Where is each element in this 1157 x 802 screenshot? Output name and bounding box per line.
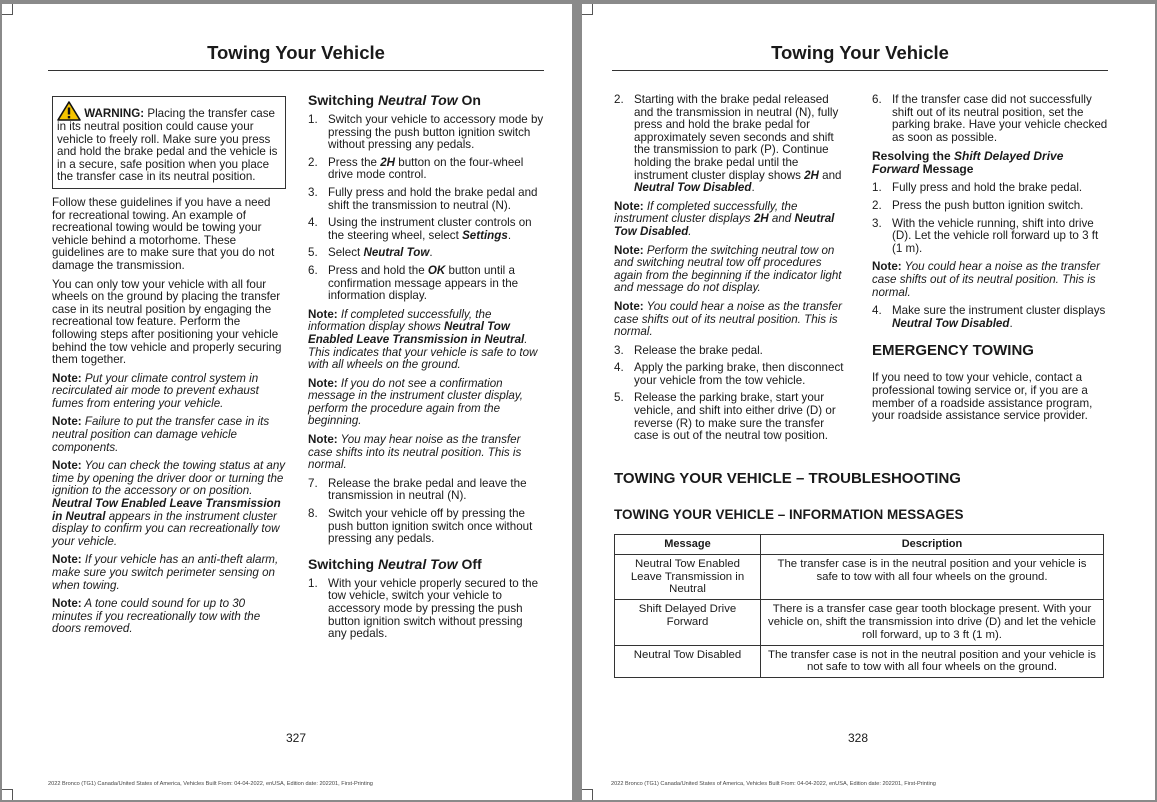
paragraph: Follow these guidelines if you have a need for recreational towing. An example of recreational towing would be towing your vehicle behind a motorhome. These guidelines are to make sure that you do not damage the transmission. [52, 195, 275, 272]
footer-text: 2022 Bronco (TG1) Canada/United States of America, Vehicles Built From: 04-04-2022, enUSA, Edition date: 202201, First-Printing [48, 781, 373, 787]
steps-list [872, 305, 1108, 330]
note-label: Note: [52, 371, 82, 385]
page-number: 327 [286, 731, 307, 745]
list-item: 1. Fully press and hold the brake pedal. [872, 181, 1083, 195]
list-item: 1. With your vehicle properly secured to the tow vehicle, switch your vehicle to accessory mode by pressing the push button ignition switch without pressing any pedals. [308, 576, 539, 641]
list-item: 7. Release the brake pedal and leave the transmission in neutral (N). [308, 476, 527, 503]
right-column [308, 92, 544, 647]
page-title: Towing Your Vehicle [771, 42, 949, 63]
list-item: 5. Release the parking brake, start your vehicle, and shift into either drive (D) or reverse (R) to make sure the transfer case is out of the neutral tow position. [614, 391, 836, 443]
note-text: A tone could sound for up to 30 minutes if you recreationally tow with the doors removed. [52, 597, 261, 636]
list-item: 2. Press the push button ignition switch. [872, 198, 1084, 212]
message-cell: Neutral Tow Enabled Leave Transmission in Neutral [615, 554, 761, 599]
note: Note: You could hear a noise as the transfer case shifts out of its neutral position. This is normal. [614, 299, 842, 339]
message-name: Neutral Tow Enabled Leave Transmission in Neutral [308, 320, 525, 346]
left-column [52, 96, 286, 642]
message-cell: Shift Delayed Drive Forward [615, 600, 761, 645]
list-item: 1. Switch your vehicle to accessory mode by pressing the push button ignition switch without pressing any pedals. [308, 113, 544, 152]
steps-list [614, 94, 850, 195]
table-row [615, 645, 1104, 678]
steps-list [872, 182, 1108, 255]
footer-text: 2022 Bronco (TG1) Canada/United States of America, Vehicles Built From: 04-04-2022, enUSA, Edition date: 202201, First-Printing [611, 781, 936, 787]
warning-text: Placing the transfer case in its neutral position could cause your vehicle to freely roll. Make sure you press and hold the brake pedal and the vehicle is in a secure, safe position when you place the transfer case in its neutral position. [57, 107, 278, 184]
description-cell: The transfer case is in the neutral position and your vehicle is safe to tow with all four wheels on the ground. [761, 554, 1104, 599]
note-label: Note: [614, 243, 644, 257]
table-row [615, 554, 1104, 599]
title-divider [48, 70, 544, 71]
steps-list [308, 478, 544, 546]
note-text: You can check the towing status at any time by opening the driver door or turning the ignition to the accessory or on position. [52, 459, 286, 498]
crop-mark [2, 4, 13, 15]
paragraph: You can only tow your vehicle with all four wheels on the ground by placing the transfer case in its neutral position by engaging the recreational tow feature. Perform the following steps after positioning your vehicle behind the tow vehicle and properly securing them together. [52, 277, 282, 367]
list-item: 6. If the transfer case did not successfully shift out of its neutral position, set the parking brake. Have your vehicle checked as soon as possible. [872, 93, 1108, 144]
note-label: Note: [52, 553, 82, 567]
list-item: 4. Using the instrument cluster controls on the steering wheel, select Settings. [308, 216, 532, 242]
note-label: Note: [614, 199, 644, 213]
note-text: appears in the instrument cluster display to confirm you can recreationally tow your vehicle. [52, 509, 280, 548]
warning-label: WARNING: [84, 107, 145, 120]
section-heading-resolving: Resolving the Shift Delayed Drive Forward Message [872, 149, 1064, 177]
warning-triangle-icon [57, 101, 81, 121]
title-divider [612, 70, 1108, 71]
page-title: Towing Your Vehicle [207, 42, 385, 63]
note-label: Note: [308, 307, 338, 321]
note [52, 460, 286, 548]
note: Note: If completed successfully, the information display shows Neutral Tow Enabled Leave Transmission in Neutral. This indicates that your vehicle is safe to tow with all wheels on the ground. [308, 307, 538, 372]
crop-mark [582, 4, 593, 15]
note: Note: You could hear a noise as the transfer case shifts out of its neutral position. This is normal. [872, 260, 1100, 299]
note-text: Failure to put the transfer case in its neutral position can damage vehicle components. [52, 415, 270, 454]
table-header-row [615, 535, 1104, 555]
note-label: Note: [52, 459, 82, 473]
description-cell: There is a transfer case gear tooth blockage present. With your vehicle on, shift the transmission into drive (D) and let the vehicle roll forward, up to 3 ft (1 m). [761, 600, 1104, 645]
steps-list [872, 94, 1108, 144]
note [52, 598, 286, 636]
note-label: Note: [308, 376, 338, 390]
list-item: 4. Apply the parking brake, then disconnect your vehicle from the tow vehicle. [614, 361, 844, 387]
note [52, 373, 286, 411]
note-label: Note: [52, 597, 82, 611]
note-label: Note: [308, 433, 338, 447]
right-column [872, 94, 1108, 429]
list-item: 6. Press and hold the OK button until a confirmation message appears in the information display. [308, 263, 519, 303]
column-header: Message [615, 535, 761, 555]
crop-mark [582, 789, 593, 800]
note [52, 554, 286, 592]
steps-list [308, 578, 544, 641]
information-messages-heading: TOWING YOUR VEHICLE – INFORMATION MESSAGES [614, 507, 964, 522]
note-text: If your vehicle has an anti-theft alarm, make sure you switch perimeter sensing on when towing. [52, 553, 279, 592]
crop-mark [2, 789, 13, 800]
section-heading-neutral-tow-off: Switching Neutral Tow Off [308, 555, 482, 572]
message-name: Neutral Tow Enabled Leave Transmission in Neutral [52, 497, 281, 523]
emergency-towing-heading: EMERGENCY TOWING [872, 342, 1034, 360]
page-number: 328 [848, 731, 869, 745]
right-page [582, 4, 1155, 800]
note-label: Note: [52, 415, 82, 429]
steps-list [614, 345, 850, 443]
list-item: 3. With the vehicle running, shift into drive (D). Let the vehicle roll forward up to 3 ft (1 m). [872, 216, 1099, 255]
note-label: Note: [872, 260, 902, 274]
steps-list [308, 114, 544, 303]
note: Note: Perform the switching neutral tow on and switching neutral tow off procedures again from the beginning if the indicator light and message do not display. [614, 243, 842, 295]
paragraph: If you need to tow your vehicle, contact a professional towing service or, if you are a member of a roadside assistance program, your roadside assistance service provider. [872, 371, 1093, 423]
list-item: 5. Select Neutral Tow. [308, 246, 433, 260]
troubleshooting-heading: TOWING YOUR VEHICLE – TROUBLESHOOTING [614, 470, 961, 487]
troubleshooting-section [614, 470, 1108, 678]
note [52, 416, 286, 454]
left-page [2, 4, 572, 800]
left-column [614, 94, 850, 449]
list-item: 2. Starting with the brake pedal released and the transmission in neutral (N), fully press and hold the brake pedal for approximately seven seconds and shift the transmission to park (P). Continue holding the brake pedal until the instrument cluster display shows 2H and Neutral Tow Disabled. [614, 93, 842, 195]
note: Note: You may hear noise as the transfer case shifts into its neutral position. This is normal. [308, 433, 522, 472]
information-messages-table [614, 534, 1104, 678]
column-header: Description [761, 535, 1104, 555]
note-label: Note: [614, 299, 644, 313]
list-item: 4. Make sure the instrument cluster displays Neutral Tow Disabled. [872, 304, 1106, 330]
description-cell: The transfer case is not in the neutral position and your vehicle is not safe to tow with all four wheels on the ground. [761, 645, 1104, 678]
note: Note: If completed successfully, the instrument cluster displays 2H and Neutral Tow Disabled. [614, 199, 835, 238]
message-cell: Neutral Tow Disabled [615, 645, 761, 678]
list-item: 2. Press the 2H button on the four-wheel drive mode control. [308, 155, 524, 182]
note: Note: If you do not see a confirmation message in the instrument cluster display, perform the procedure again from the beginning. [308, 376, 524, 428]
list-item: 3. Release the brake pedal. [614, 343, 763, 357]
note-text: Put your climate control system in recirculated air mode to prevent exhaust fumes from entering your vehicle. [52, 371, 259, 410]
table-row [615, 600, 1104, 645]
list-item: 3. Fully press and hold the brake pedal and shift the transmission to neutral (N). [308, 185, 538, 212]
list-item: 8. Switch your vehicle off by pressing the push button ignition switch once without pressing any pedals. [308, 507, 533, 546]
warning-box [52, 96, 286, 189]
section-heading-neutral-tow-on: Switching Neutral Tow On [308, 92, 481, 108]
